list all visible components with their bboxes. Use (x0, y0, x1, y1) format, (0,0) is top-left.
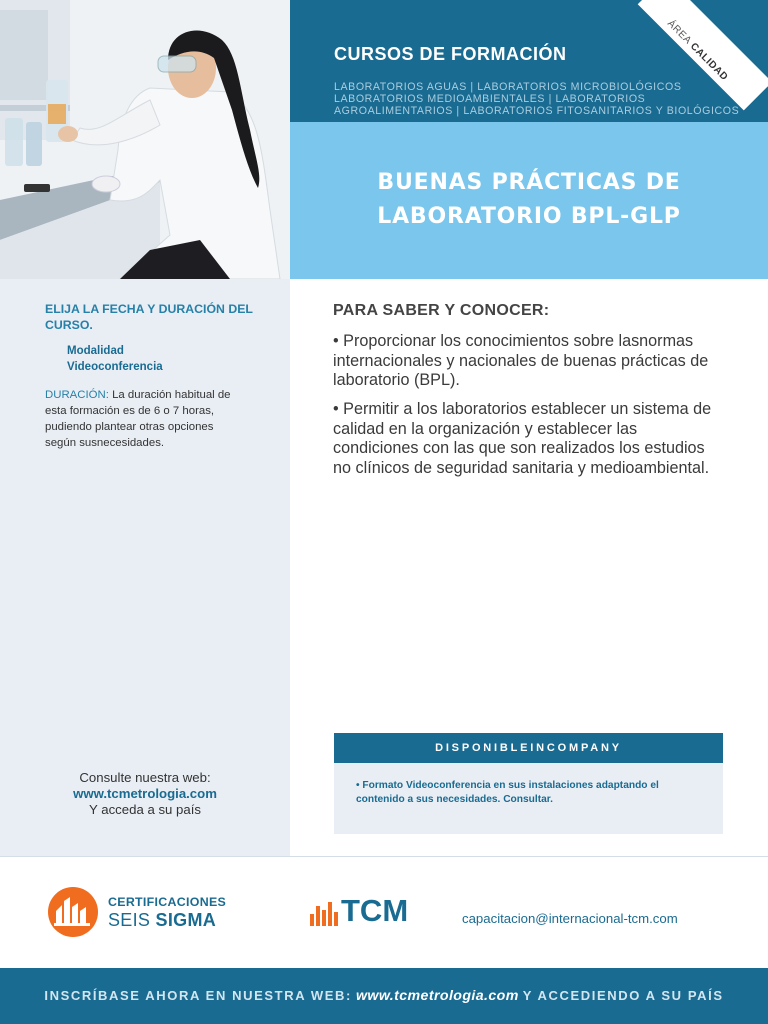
objective-bullet-2: • Permitir a los laboratorios establecer un sistema de calidad en la organización y establecer las condiciones con las que son realizados los estudios no clínicos de seguridad sanitaria y medioambiental. (333, 400, 712, 477)
modality-value: Videoconferencia (67, 361, 163, 373)
modality (67, 343, 163, 375)
sidebar (0, 279, 290, 856)
content-heading: PARA SABER Y CONOCER: (333, 302, 550, 319)
course-title-line1: BUENAS PRÁCTICAS DE (377, 170, 681, 195)
course-title-line2: LABORATORIO BPL-GLP (377, 204, 681, 229)
modality-label: Modalidad (67, 345, 124, 357)
in-company-header (334, 733, 723, 763)
web-prompt: Consulte nuestra web: (79, 770, 211, 785)
footer-divider (0, 856, 768, 857)
tcm-wordmark: TCM (341, 893, 409, 928)
seis-sigma-wordmark (108, 895, 226, 931)
duration-text (45, 387, 235, 451)
tcm-logo (310, 893, 409, 928)
lab-photo (0, 0, 290, 279)
in-company-title: DISPONIBLEINCOMPANY (435, 742, 622, 754)
web-link[interactable]: www.tcmetrologia.com (73, 786, 217, 801)
lab-types-list: LABORATORIOS AGUAS | LABORATORIOS MICROBIOLÓGICOS LABORATORIOS MEDIOAMBIENTALES | LABORATORIOS AGROALIMENTARIOS | LABORATORIOS FITOSANITARIOS Y BIOLÓGICOS (334, 81, 740, 117)
seis-line2a: SEIS (108, 910, 156, 930)
banner-text (44, 988, 723, 1004)
ribbon-area-label: ÁREA (665, 18, 694, 47)
in-company-text: • Formato Videoconferencia en sus instalaciones adaptando el contenido a sus necesidades. Consultar. (356, 780, 659, 805)
seis-line1: CERTIFICACIONES (108, 895, 227, 909)
bottom-banner (0, 968, 768, 1024)
in-company-box (334, 763, 723, 834)
contact-email[interactable]: capacitacion@internacional-tcm.com (462, 911, 678, 926)
sidebar-heading: ELIJA LA FECHA Y DURACIÓN DEL CURSO. (45, 302, 253, 332)
seis-sigma-logo-icon (44, 887, 102, 941)
web-country: Y acceda a su país (89, 802, 201, 817)
section-title: CURSOS DE FORMACIÓN (334, 44, 567, 64)
duration-description: La duración habitual de esta formación es de 6 o 7 horas, pudiendo plantear otras opciones según susnecesidades. (45, 389, 231, 449)
banner-after: Y ACCEDIENDO A SU PAÍS (522, 988, 724, 1003)
course-title (290, 166, 768, 234)
seis-line2b: SIGMA (155, 910, 217, 930)
tcm-bars-icon (310, 898, 338, 926)
ribbon-calidad-label: CALIDAD (687, 40, 730, 84)
banner-before: INSCRÍBASE AHORA EN NUESTRA WEB: (44, 988, 352, 1003)
objective-bullet-1: • Proporcionar los conocimientos sobre lasnormas internacionales y nacionales de buenas prácticas de laboratorio (BPL). (333, 332, 709, 390)
header-band (290, 0, 768, 122)
title-band (290, 122, 768, 279)
banner-url[interactable]: www.tcmetrologia.com (355, 988, 519, 1004)
web-info (0, 770, 290, 818)
duration-label: DURACIÓN: (45, 389, 109, 401)
